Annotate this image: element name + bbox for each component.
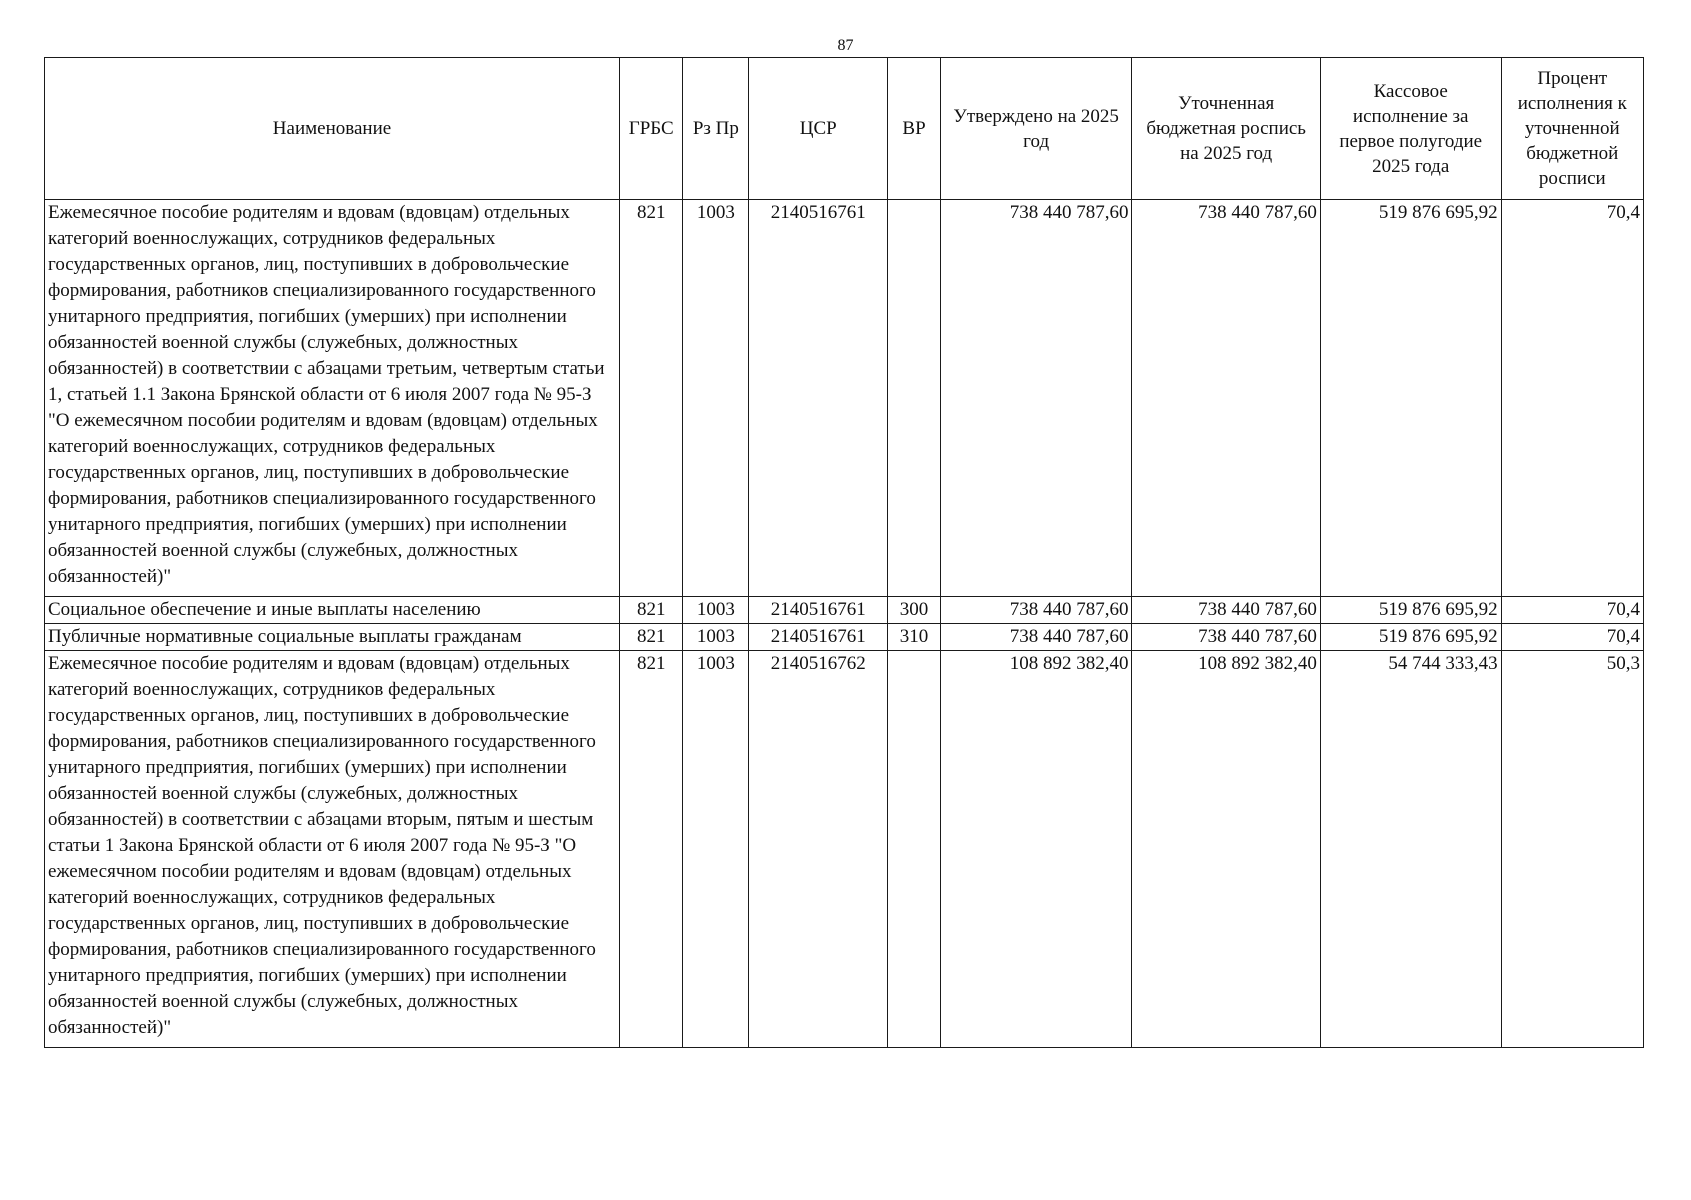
col-header-vr: ВР xyxy=(888,58,941,200)
row-percent: 70,4 xyxy=(1501,200,1643,597)
col-header-csr: ЦСР xyxy=(749,58,888,200)
row-executed: 519 876 695,92 xyxy=(1320,200,1501,597)
row-executed: 519 876 695,92 xyxy=(1320,624,1501,651)
row-refined: 738 440 787,60 xyxy=(1132,200,1320,597)
row-approved: 738 440 787,60 xyxy=(940,597,1132,624)
row-percent: 50,3 xyxy=(1501,651,1643,1048)
row-executed: 54 744 333,43 xyxy=(1320,651,1501,1048)
col-header-approved: Утверждено на 2025 год xyxy=(940,58,1132,200)
table-row xyxy=(45,624,1644,651)
row-grbs: 821 xyxy=(619,651,683,1048)
row-name: Публичные нормативные социальные выплаты гражданам xyxy=(45,624,620,651)
row-name: Социальное обеспечение и иные выплаты населению xyxy=(45,597,620,624)
row-vr: 300 xyxy=(888,597,941,624)
row-csr: 2140516761 xyxy=(749,597,888,624)
row-refined: 738 440 787,60 xyxy=(1132,624,1320,651)
table-row xyxy=(45,200,1644,597)
col-header-percent: Процент исполнения к уточненной бюджетной росписи xyxy=(1501,58,1643,200)
col-header-rzpr: Рз Пр xyxy=(683,58,749,200)
col-header-grbs: ГРБС xyxy=(619,58,683,200)
table-row xyxy=(45,597,1644,624)
row-approved: 738 440 787,60 xyxy=(940,200,1132,597)
page-number: 87 xyxy=(837,37,854,54)
row-vr xyxy=(888,200,941,597)
row-vr xyxy=(888,651,941,1048)
table-row xyxy=(45,651,1644,1048)
row-executed: 519 876 695,92 xyxy=(1320,597,1501,624)
row-percent: 70,4 xyxy=(1501,624,1643,651)
row-approved: 738 440 787,60 xyxy=(940,624,1132,651)
row-rzpr: 1003 xyxy=(683,597,749,624)
row-rzpr: 1003 xyxy=(683,651,749,1048)
row-refined: 108 892 382,40 xyxy=(1132,651,1320,1048)
row-grbs: 821 xyxy=(619,624,683,651)
col-header-name: Наименование xyxy=(45,58,620,200)
row-percent: 70,4 xyxy=(1501,597,1643,624)
row-name: Ежемесячное пособие родителям и вдовам (вдовцам) отдельных категорий военнослужащих, сотрудников федеральных государственных органов, лиц, поступивших в добровольческие формирования, работников специализированного государственного унитарного предприятия, погибших (умерших) при исполнении обязанностей военной службы (служебных, должностных обязанностей) в соответствии с абзацами третьим, четвертым статьи 1, статьей 1.1 Закона Брянской области от 6 июля 2007 года № 95-З "О ежемесячном пособии родителям и вдовам (вдовцам) отдельных категорий военнослужащих, сотрудников федеральных государственных органов, лиц, поступивших в добровольческие формирования, работников специализированного государственного унитарного предприятия, погибших (умерших) при исполнении обязанностей военной службы (служебных, должностных обязанностей)" xyxy=(45,200,620,597)
row-csr: 2140516761 xyxy=(749,624,888,651)
col-header-refined: Уточненная бюджетная роспись на 2025 год xyxy=(1132,58,1320,200)
row-grbs: 821 xyxy=(619,597,683,624)
row-approved: 108 892 382,40 xyxy=(940,651,1132,1048)
budget-table xyxy=(44,57,1644,1048)
row-rzpr: 1003 xyxy=(683,624,749,651)
row-csr: 2140516761 xyxy=(749,200,888,597)
header-row xyxy=(45,58,1644,200)
col-header-executed: Кассовое исполнение за первое полугодие 2025 года xyxy=(1320,58,1501,200)
row-grbs: 821 xyxy=(619,200,683,597)
row-name: Ежемесячное пособие родителям и вдовам (вдовцам) отдельных категорий военнослужащих, сотрудников федеральных государственных органов, лиц, поступивших в добровольческие формирования, работников специализированного государственного унитарного предприятия, погибших (умерших) при исполнении обязанностей военной службы (служебных, должностных обязанностей) в соответствии с абзацами вторым, пятым и шестым статьи 1 Закона Брянской области от 6 июля 2007 года № 95-З "О ежемесячном пособии родителям и вдовам (вдовцам) отдельных категорий военнослужащих, сотрудников федеральных государственных органов, лиц, поступивших в добровольческие формирования, работников специализированного государственного унитарного предприятия, погибших (умерших) при исполнении обязанностей военной службы (служебных, должностных обязанностей)" xyxy=(45,651,620,1048)
row-rzpr: 1003 xyxy=(683,200,749,597)
row-refined: 738 440 787,60 xyxy=(1132,597,1320,624)
row-vr: 310 xyxy=(888,624,941,651)
row-csr: 2140516762 xyxy=(749,651,888,1048)
